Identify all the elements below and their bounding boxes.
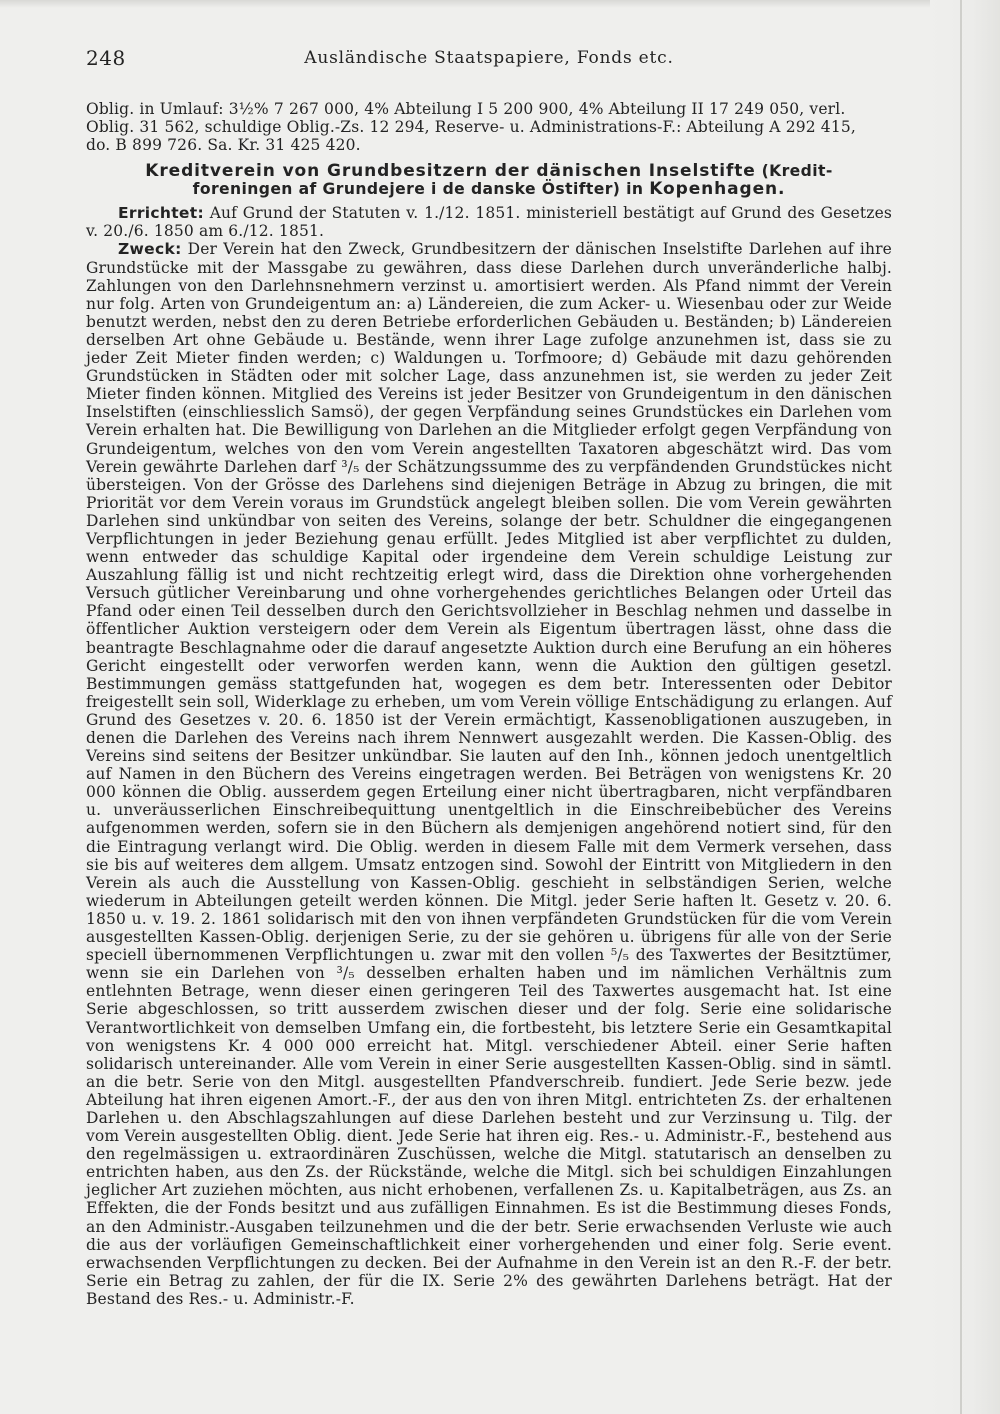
scan-top-edge [0, 0, 1000, 8]
entry-title-line2: foreningen af Grundejere i de danske Östifter) in [192, 180, 644, 199]
scan-right-margin [930, 0, 1000, 1414]
document-page [86, 46, 892, 1308]
entry-title-main: Kreditverein von Grundbesitzern der dänischen Inselstifte [145, 161, 756, 182]
running-title: Ausländische Staatspapiere, Fonds etc. [304, 48, 674, 68]
entry-heading [86, 162, 892, 198]
intro-line: do. B 899 726. Sa. Kr. 31 425 420. [86, 136, 361, 155]
intro-block [86, 100, 892, 154]
zweck-text: Der Verein hat den Zweck, Grundbesitzern der dänischen Inselstifte Darlehen auf ihre Grundstücke mit der Massgabe zu gewähren, dass diese Darlehen durch unveränderliche halbj. Zahlungen von den Darlehnsnehmern verzinst u. amortisiert werden. Als Pfand nimmt der Verein nur folg. Arten von Grundeigentum an: a) Ländereien, die zum Acker- u. Wiesenbau oder zur Weide benutzt werden, nebst den zu deren Betriebe erforderlichen Gebäuden u. Beständen; b) Ländereien derselben Art ohne Gebäude u. Bestände, wenn ihrer Lage zufolge anzunehmen ist, dass sie zu jeder Zeit Mieter finden werden; c) Waldungen u. Torfmoore; d) Gebäude mit dazu gehörenden Grundstücken in Städten oder mit solcher Lage, dass anzunehmen ist, sie werden zu jeder Zeit Mieter finden können. Mitglied des Vereins ist jeder Besitzer von Grundeigentum in den dänischen Inselstiften (einschliesslich Samsö), der gegen Verpfändung seines Grundstückes ein Darlehen vom Verein erhalten hat. Die Bewilligung von Darlehen an die Mitglieder erfolgt gegen Verpfändung von Grundeigentum, welches von den vom Verein angestellten Taxatoren abgeschätzt wird. Das vom Verein gewährte Darlehen darf ³/₅ der Schätzungssumme des zu verpfändenden Grundstückes nicht übersteigen. Von der Grösse des Darlehens sind diejenigen Beträge in Abzug zu bringen, die mit Priorität vor dem Verein voraus im Grundstück angelegt bleiben sollen. Die vom Verein gewährten Darlehen sind unkündbar von seiten des Vereins, solange der betr. Schuldner die eingegangenen Verpflichtungen in jeder Beziehung genau erfüllt. Jedes Mitglied ist aber verpflichtet zu dulden, wenn entweder das schuldige Kapital oder irgendeine dem Verein schuldige Leistung zur Auszahlung fällig ist und nicht rechtzeitig erlegt wird, dass die Direktion ohne vorhergehenden Versuch gütlicher Vereinbarung und ohne vorhergehendes gerichtliches Belangen oder Urteil das Pfand oder einen Teil desselben durch den Gerichtsvollzieher in Beschlag nehmen und dasselbe in öffentlicher Auktion versteigern oder dem Verein als Eigentum übertragen lässt, ohne dass die beantragte Beschlagnahme oder die darauf angesetzte Auktion durch eine Berufung an ein höheres Gericht eingestellt oder verworfen werden kann, wenn die Auktion den gültigen gesetzl. Bestimmungen gemäss stattgefunden hat, wogegen es dem betr. Interessenten oder Debitor freigestellt sein soll, Widerklage zu erheben, um vom Verein völlige Entschädigung zu erlangen. Auf Grund des Gesetzes v. 20. 6. 1850 ist der Verein ermächtigt, Kassenobligationen auszugeben, in denen die Darlehen des Vereins nach ihrem Nennwert ausgezahlt werden. Die Kassen-Oblig. des Vereins sind seitens der Besitzer unkündbar. Sie lauten auf den Inh., können jedoch unentgeltlich auf Namen in den Büchern des Vereins eingetragen werden. Bei Beträgen von wenigstens Kr. 20 000 können die Oblig. ausserdem gegen Erteilung einer nicht übertragbaren, nicht verpfändbaren u. unveräusserlichen Einschreibequittung unentgeltlich in die Einschreibebücher des Vereins aufgenommen werden, sofern sie in den Büchern als demjenigen angehörend notiert sind, für den die Eintragung verlangt wird. Die Oblig. werden in diesem Falle mit dem Vermerk versehen, dass sie bis auf weiteres dem allgem. Umsatz entzogen sind. Sowohl der Eintritt von Mitgliedern in den Verein als auch die Ausstellung von Kassen-Oblig. geschieht in selbständigen Serien, welche wiederum in Abteilungen geteilt werden können. Die Mitgl. jeder Serie haften lt. Gesetz v. 20. 6. 1850 u. v. 19. 2. 1861 solidarisch mit den von ihnen verpfändeten Grundstücken für die vom Verein ausgestellten Kassen-Oblig. derjenigen Serie, zu der sie gehören u. übrigens für alle von der Serie speciell übernommenen Verpflichtungen u. zwar mit den vollen ⁵/₅ des Taxwertes der Besitztümer, wenn sie ein Darlehen von ³/₅ desselben erhalten haben und im nämlichen Verhältnis zum entlehnten Betrage, wenn dieser einen geringeren Teil des Taxwertes ausgemacht hat. Ist eine Serie abgeschlossen, so tritt ausserdem zwischen dieser und der folg. Serie eine solidarische Verantwortlichkeit von demselben Umfang ein, die fortbesteht, bis letztere Serie ein Gesamtkapital von wenigstens Kr. 4 000 000 erreicht hat. Mitgl. verschiedener Abteil. einer Serie haften solidarisch untereinander. Alle vom Verein in einer Serie ausgestellten Kassen-Oblig. sind in sämtl. an die betr. Serie von den Mitgl. ausgestellten Pfandverschreib. fundiert. Jede Serie bezw. jede Abteilung hat ihren eigenen Amort.-F., der aus den von ihren Mitgl. entrichteten Zs. der erhaltenen Darlehen u. den Abschlagszahlungen auf diese Darlehen besteht und zur Verzinsung u. Tilg. der vom Verein ausgestellten Oblig. dient. Jede Serie hat ihren eig. Res.- u. Administr.-F., bestehend aus den regelmässigen u. extraordinären Zuschüssen, welche die Mitgl. statutarisch an denselben zu entrichten haben, aus den Zs. der Rückstände, welche die Mitgl. sich bei schuldigen Einzahlungen jeglicher Art zuziehen möchten, aus nicht erhobenen, verfallenen Zs. u. Kapitalbeträgen, aus Zs. an Effekten, die der Fonds besitzt und aus zufälligen Einnahmen. Es ist die Bestimmung dieses Fonds, an den Administr.-Ausgaben teilzunehmen und die der betr. Serie erwachsenden Verluste wie auch die aus der vorläufigen Gemeinschaftlichkeit einer vorhergehenden und einer folg. Serie event. erwachsenden Verpflichtungen zu decken. Bei der Aufnahme in den Verein ist an den R.-F. der betr. Serie ein Betrag zu zahlen, der für die IX. Serie 2% des gewährten Darlehens beträgt. Hat der Bestand des Res.- u. Administr.-F. [86, 240, 892, 1308]
page-number: 248 [86, 46, 126, 70]
intro-line: Oblig. in Umlauf: 3½% 7 267 000, 4% Abteilung I 5 200 900, 4% Abteilung II 17 249 050, verl. [86, 100, 846, 118]
errichtet-text: Auf Grund der Statuten v. 1./12. 1851. ministeriell bestätigt auf Grund des Gesetzes v. 20./6. 1850 am 6./12. 1851. [86, 204, 892, 241]
zweck-label: Zweck: [118, 240, 182, 259]
errichtet-paragraph [86, 204, 892, 240]
entry-title-suffix: (Kredit- [761, 162, 833, 181]
entry-city: Kopenhagen. [649, 179, 786, 200]
zweck-paragraph [86, 240, 892, 1308]
page-fold-line [960, 0, 962, 1414]
intro-line: Oblig. 31 562, schuldige Oblig.-Zs. 12 294, Reserve- u. Administrations-F.: Abteilung A 292 415, [86, 118, 856, 137]
running-header [86, 46, 892, 78]
errichtet-label: Errichtet: [118, 204, 204, 223]
